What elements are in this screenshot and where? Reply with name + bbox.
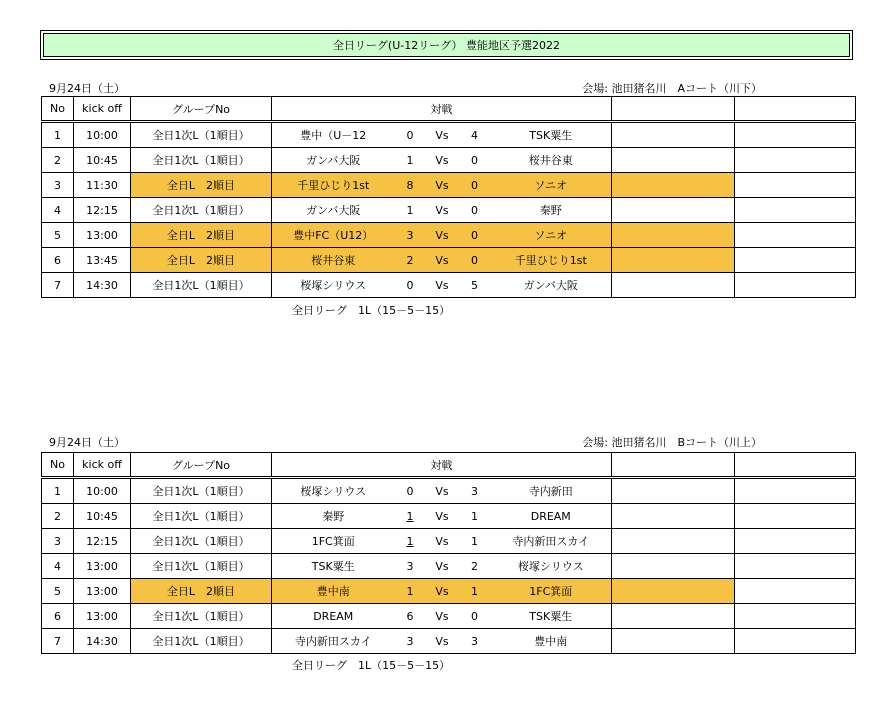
blank-cell bbox=[612, 122, 735, 148]
vs-label: Vs bbox=[426, 504, 459, 529]
vs-label: Vs bbox=[426, 604, 459, 629]
header-match: 対戦 bbox=[272, 453, 612, 478]
group-label: 全日L 2順目 bbox=[131, 173, 272, 198]
group-label: 全日1次L（1順目） bbox=[131, 504, 272, 529]
away-score: 0 bbox=[459, 604, 491, 629]
home-score: 8 bbox=[395, 173, 426, 198]
kickoff-time: 10:00 bbox=[74, 122, 131, 148]
away-team: 秦野 bbox=[491, 198, 612, 223]
kickoff-time: 12:15 bbox=[74, 198, 131, 223]
home-team: 豊中FC（U12） bbox=[272, 223, 395, 248]
home-team: 千里ひじり1st bbox=[272, 173, 395, 198]
away-score: 4 bbox=[459, 122, 491, 148]
vs-label: Vs bbox=[426, 554, 459, 579]
kickoff-time: 13:00 bbox=[74, 604, 131, 629]
vs-label: Vs bbox=[426, 122, 459, 148]
match-no: 7 bbox=[42, 273, 74, 298]
header-kickoff: kick off bbox=[74, 97, 131, 122]
group-label: 全日1次L（1順目） bbox=[131, 629, 272, 654]
group-label: 全日1次L（1順目） bbox=[131, 478, 272, 504]
match-no: 1 bbox=[42, 478, 74, 504]
match-no: 5 bbox=[42, 223, 74, 248]
table-row bbox=[42, 529, 856, 554]
group-label: 全日L 2順目 bbox=[131, 248, 272, 273]
kickoff-time: 14:30 bbox=[74, 629, 131, 654]
section-a-date: 9月24日（土） bbox=[49, 82, 125, 95]
blank-cell bbox=[735, 554, 856, 579]
vs-label: Vs bbox=[426, 248, 459, 273]
away-score: 0 bbox=[459, 248, 491, 273]
away-team: 寺内新田スカイ bbox=[491, 529, 612, 554]
home-score bbox=[395, 504, 426, 529]
away-team: ガンバ大阪 bbox=[491, 273, 612, 298]
blank-cell bbox=[735, 173, 856, 198]
header-kickoff: kick off bbox=[74, 453, 131, 478]
home-score: 2 bbox=[395, 248, 426, 273]
blank-cell bbox=[612, 173, 735, 198]
home-team: ガンバ大阪 bbox=[272, 198, 395, 223]
table-row bbox=[42, 273, 856, 298]
match-no: 6 bbox=[42, 604, 74, 629]
home-score: 3 bbox=[395, 223, 426, 248]
vs-label: Vs bbox=[426, 529, 459, 554]
header-match: 対戦 bbox=[272, 97, 612, 122]
table-row bbox=[42, 122, 856, 148]
vs-label: Vs bbox=[426, 273, 459, 298]
header-no: No bbox=[42, 453, 74, 478]
home-team: 秦野 bbox=[272, 504, 395, 529]
away-score: 0 bbox=[459, 173, 491, 198]
away-team: ソニオ bbox=[491, 223, 612, 248]
home-team: 豊中（U－12 bbox=[272, 122, 395, 148]
away-team: TSK粟生 bbox=[491, 122, 612, 148]
away-score: 0 bbox=[459, 198, 491, 223]
blank-cell bbox=[735, 504, 856, 529]
home-score bbox=[395, 529, 426, 554]
blank-cell bbox=[612, 223, 735, 248]
vs-label: Vs bbox=[426, 223, 459, 248]
header-row bbox=[42, 97, 856, 122]
section-b-date: 9月24日（土） bbox=[49, 436, 125, 449]
table-row bbox=[42, 554, 856, 579]
away-score: 0 bbox=[459, 148, 491, 173]
schedule-table-a bbox=[41, 96, 856, 298]
section-a-venue: 会場: 池田猪名川 Aコート（川下） bbox=[582, 82, 762, 95]
away-team: 寺内新田 bbox=[491, 478, 612, 504]
header-blank bbox=[612, 97, 735, 122]
home-team: 桜塚シリウス bbox=[272, 478, 395, 504]
home-score: 1 bbox=[395, 198, 426, 223]
away-team: 桜塚シリウス bbox=[491, 554, 612, 579]
home-team: 寺内新田スカイ bbox=[272, 629, 395, 654]
blank-cell bbox=[612, 198, 735, 223]
blank-cell bbox=[612, 554, 735, 579]
kickoff-time: 14:30 bbox=[74, 273, 131, 298]
title-box bbox=[40, 30, 853, 60]
match-no: 4 bbox=[42, 554, 74, 579]
table-row bbox=[42, 579, 856, 604]
table-row bbox=[42, 223, 856, 248]
match-no: 2 bbox=[42, 148, 74, 173]
group-label: 全日1次L（1順目） bbox=[131, 554, 272, 579]
away-score: 1 bbox=[459, 579, 491, 604]
away-team: 千里ひじり1st bbox=[491, 248, 612, 273]
home-team: TSK粟生 bbox=[272, 554, 395, 579]
vs-label: Vs bbox=[426, 579, 459, 604]
away-team: 1FC箕面 bbox=[491, 579, 612, 604]
blank-cell bbox=[735, 122, 856, 148]
home-score: 0 bbox=[395, 273, 426, 298]
group-label: 全日L 2順目 bbox=[131, 579, 272, 604]
blank-cell bbox=[735, 248, 856, 273]
home-score: 0 bbox=[395, 478, 426, 504]
match-no: 6 bbox=[42, 248, 74, 273]
away-team: DREAM bbox=[491, 504, 612, 529]
blank-cell bbox=[612, 629, 735, 654]
blank-cell bbox=[735, 198, 856, 223]
blank-cell bbox=[612, 504, 735, 529]
home-score: 3 bbox=[395, 554, 426, 579]
home-score: 1 bbox=[395, 148, 426, 173]
header-group: グループNo bbox=[131, 97, 272, 122]
blank-cell bbox=[612, 604, 735, 629]
away-team: ソニオ bbox=[491, 173, 612, 198]
group-label: 全日L 2順目 bbox=[131, 223, 272, 248]
vs-label: Vs bbox=[426, 173, 459, 198]
match-no: 2 bbox=[42, 504, 74, 529]
kickoff-time: 13:00 bbox=[74, 223, 131, 248]
kickoff-time: 10:00 bbox=[74, 478, 131, 504]
away-score: 3 bbox=[459, 478, 491, 504]
blank-cell bbox=[735, 478, 856, 504]
blank-cell bbox=[735, 148, 856, 173]
header-blank bbox=[735, 97, 856, 122]
match-no: 3 bbox=[42, 529, 74, 554]
blank-cell bbox=[735, 604, 856, 629]
table-row bbox=[42, 504, 856, 529]
blank-cell bbox=[612, 148, 735, 173]
kickoff-time: 10:45 bbox=[74, 148, 131, 173]
home-score: 0 bbox=[395, 122, 426, 148]
home-team: 桜井谷東 bbox=[272, 248, 395, 273]
table-row bbox=[42, 604, 856, 629]
kickoff-time: 12:15 bbox=[74, 529, 131, 554]
home-team: 1FC箕面 bbox=[272, 529, 395, 554]
blank-cell bbox=[735, 629, 856, 654]
table-row bbox=[42, 173, 856, 198]
blank-cell bbox=[612, 529, 735, 554]
match-no: 5 bbox=[42, 579, 74, 604]
blank-cell bbox=[612, 248, 735, 273]
table-row bbox=[42, 198, 856, 223]
away-team: TSK粟生 bbox=[491, 604, 612, 629]
header-blank bbox=[612, 453, 735, 478]
away-team: 桜井谷東 bbox=[491, 148, 612, 173]
header-blank bbox=[735, 453, 856, 478]
section-b-note: 全日リーグ 1L（15－5－15） bbox=[292, 659, 451, 672]
home-team: DREAM bbox=[272, 604, 395, 629]
group-label: 全日1次L（1順目） bbox=[131, 529, 272, 554]
away-score: 2 bbox=[459, 554, 491, 579]
kickoff-time: 13:00 bbox=[74, 554, 131, 579]
home-score-value: 1 bbox=[406, 509, 414, 523]
schedule-table-b bbox=[41, 452, 856, 654]
home-score: 1 bbox=[395, 579, 426, 604]
kickoff-time: 10:45 bbox=[74, 504, 131, 529]
vs-label: Vs bbox=[426, 478, 459, 504]
table-row bbox=[42, 148, 856, 173]
home-team: 豊中南 bbox=[272, 579, 395, 604]
header-row bbox=[42, 453, 856, 478]
home-team: 桜塚シリウス bbox=[272, 273, 395, 298]
group-label: 全日1次L（1順目） bbox=[131, 148, 272, 173]
away-score: 1 bbox=[459, 504, 491, 529]
match-no: 4 bbox=[42, 198, 74, 223]
match-no: 1 bbox=[42, 122, 74, 148]
header-group: グループNo bbox=[131, 453, 272, 478]
away-score: 1 bbox=[459, 529, 491, 554]
table-row bbox=[42, 248, 856, 273]
table-row bbox=[42, 478, 856, 504]
kickoff-time: 13:00 bbox=[74, 579, 131, 604]
group-label: 全日1次L（1順目） bbox=[131, 604, 272, 629]
blank-cell bbox=[735, 273, 856, 298]
blank-cell bbox=[612, 273, 735, 298]
group-label: 全日1次L（1順目） bbox=[131, 198, 272, 223]
group-label: 全日1次L（1順目） bbox=[131, 273, 272, 298]
away-score: 0 bbox=[459, 223, 491, 248]
vs-label: Vs bbox=[426, 148, 459, 173]
home-score: 3 bbox=[395, 629, 426, 654]
section-a-note: 全日リーグ 1L（15－5－15） bbox=[292, 304, 451, 317]
home-team: ガンバ大阪 bbox=[272, 148, 395, 173]
kickoff-time: 11:30 bbox=[74, 173, 131, 198]
table-row bbox=[42, 629, 856, 654]
blank-cell bbox=[612, 478, 735, 504]
page-title: 全日リーグ(U-12リーグ） 豊能地区予選2022 bbox=[43, 33, 850, 57]
match-no: 3 bbox=[42, 173, 74, 198]
blank-cell bbox=[735, 529, 856, 554]
away-team: 豊中南 bbox=[491, 629, 612, 654]
away-score: 5 bbox=[459, 273, 491, 298]
vs-label: Vs bbox=[426, 198, 459, 223]
vs-label: Vs bbox=[426, 629, 459, 654]
match-no: 7 bbox=[42, 629, 74, 654]
home-score: 6 bbox=[395, 604, 426, 629]
group-label: 全日1次L（1順目） bbox=[131, 122, 272, 148]
kickoff-time: 13:45 bbox=[74, 248, 131, 273]
blank-cell bbox=[612, 579, 735, 604]
header-no: No bbox=[42, 97, 74, 122]
blank-cell bbox=[735, 223, 856, 248]
section-b-venue: 会場: 池田猪名川 Bコート（川上） bbox=[582, 436, 762, 449]
blank-cell bbox=[735, 579, 856, 604]
away-score: 3 bbox=[459, 629, 491, 654]
home-score-value: 1 bbox=[406, 534, 414, 548]
